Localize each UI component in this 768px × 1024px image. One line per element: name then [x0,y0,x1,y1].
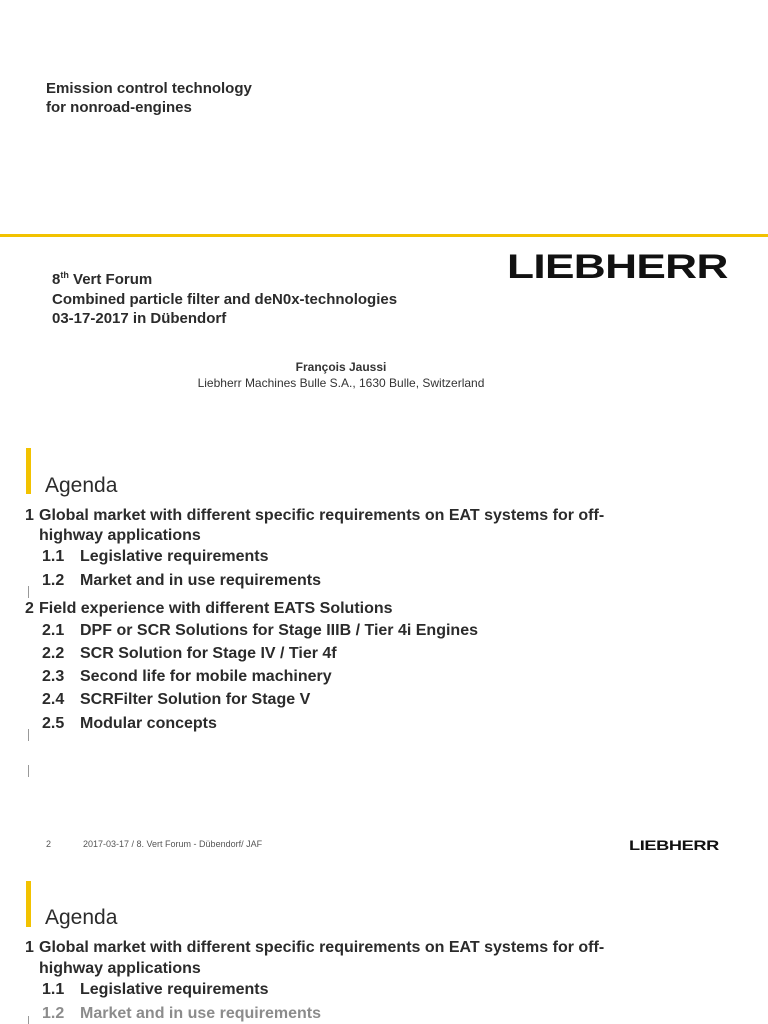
agenda-subitem-label: Market and in use requirements [80,572,321,589]
event-date: 03-17-2017 in Dübendorf [52,310,227,327]
agenda-item-1-line-1: Global market with different specific requirements on EAT systems for off- [39,507,605,524]
divider-tick [28,765,29,777]
agenda-subitem-number: 1.1 [42,981,65,998]
agenda-subitem [42,622,478,640]
liebherr-logo: LIEBHERR [507,248,728,286]
agenda-subitem-number: 2.4 [42,691,65,708]
agenda-subitem [42,548,269,566]
agenda-subitem [42,715,217,733]
agenda-heading: Agenda [45,906,118,929]
title-line-2: for nonroad-engines [46,99,192,116]
divider-tick [28,729,29,741]
agenda-item-2-number: 2 [25,600,34,617]
event-forum-line [52,266,397,290]
yellow-divider [0,234,768,237]
agenda-subitem-dimmed [42,1005,321,1023]
agenda-subitem-number: 2.2 [42,645,65,662]
event-forum: Vert Forum [73,271,153,288]
agenda-subitem-number: 1.2 [42,572,65,589]
agenda-item-1-line-1: Global market with different specific requirements on EAT systems for off- [39,939,605,956]
agenda-subitem-label: Market and in use requirements [80,1005,321,1022]
agenda-subitem [42,981,269,999]
agenda-heading: Agenda [45,474,118,497]
presentation-title [46,79,252,117]
event-ordinal-suffix: th [60,270,69,280]
agenda-subitem-label: Legislative requirements [80,548,269,565]
agenda-subitem [42,668,332,686]
event-info [52,266,397,329]
page-number: 2 [46,839,52,849]
agenda-subitem-number: 2.1 [42,622,65,639]
footer-text: 2017-03-17 / 8. Vert Forum - Dübendorf/ JAF [83,839,263,849]
title-line-1: Emission control technology [46,80,252,97]
agenda-subitem [42,645,337,663]
agenda-subitem-number: 2.5 [42,715,65,732]
agenda-subitem-label: DPF or SCR Solutions for Stage IIIB / Tier 4i Engines [80,622,478,639]
agenda-subitem-label: SCR Solution for Stage IV / Tier 4f [80,645,337,662]
agenda-subitem-number: 1.1 [42,548,65,565]
agenda-item-1-line-2: highway applications [39,527,201,544]
agenda-accent-bar [26,448,31,494]
agenda-subitem-label: Second life for mobile machinery [80,668,332,685]
divider-tick [28,586,29,598]
agenda-subitem [42,691,310,709]
agenda-item-1-number: 1 [25,939,34,956]
agenda-subitem-label: SCRFilter Solution for Stage V [80,691,311,708]
event-ordinal: 8 [52,271,61,288]
agenda-subitem [42,572,321,590]
agenda-subitem-number: 2.3 [42,668,65,685]
agenda-subitem-label: Modular concepts [80,715,217,732]
agenda-accent-bar [26,881,31,927]
author-address: , 1630 Bulle, Switzerland [352,376,485,390]
author-affiliation [0,376,682,390]
agenda-subitem-label: Legislative requirements [80,981,269,998]
event-topic: Combined particle filter and deN0x-technologies [52,290,398,308]
divider-tick [28,1016,29,1024]
agenda-subitem-number: 1.2 [42,1005,65,1022]
agenda-item-1-line-2: highway applications [39,960,201,977]
agenda-item-2-label: Field experience with different EATS Solutions [39,600,393,617]
author-name: François Jaussi [295,360,387,374]
agenda-item-1-number: 1 [25,507,34,524]
author-company: Liebherr Machines Bulle S.A. [197,376,353,390]
liebherr-logo-small: LIEBHERR [629,837,719,853]
